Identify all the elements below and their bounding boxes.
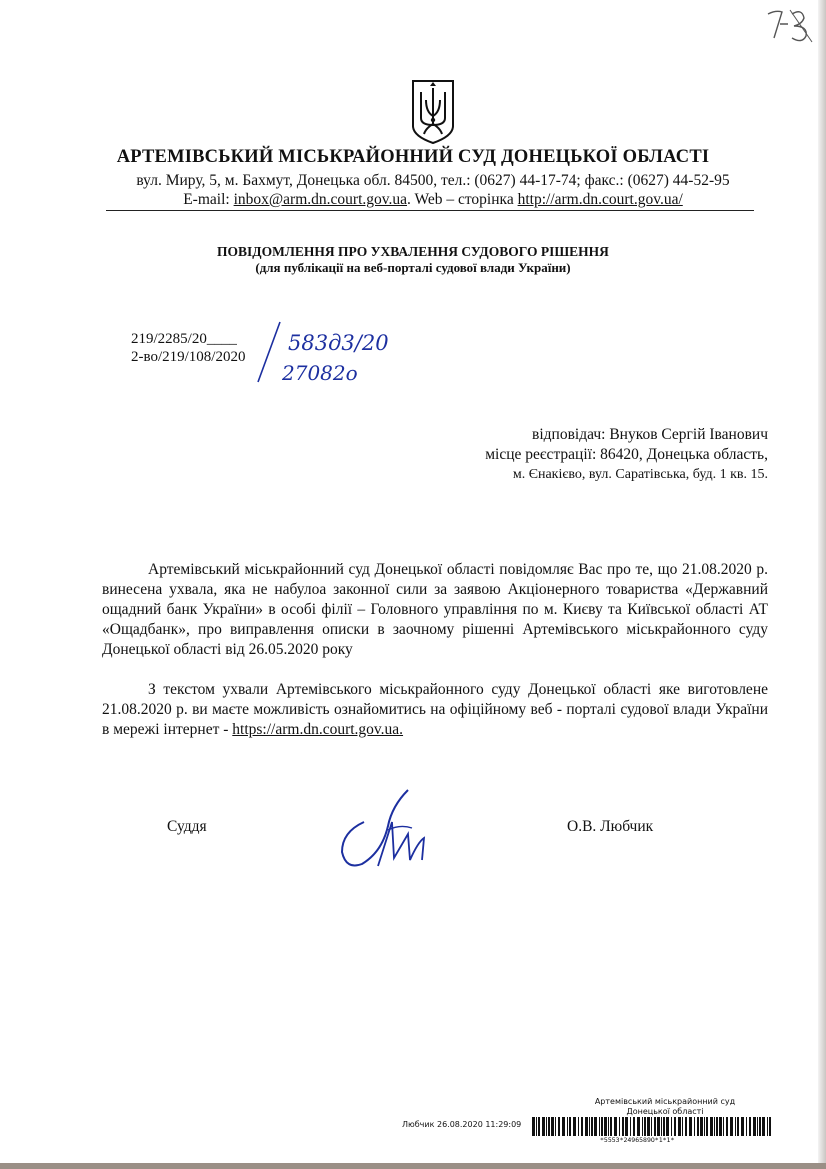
barcode-bar: [551, 1117, 554, 1136]
barcode-bar: [661, 1117, 662, 1136]
barcode-bar: [704, 1117, 705, 1136]
barcode-bar: [678, 1117, 681, 1136]
barcode-bar: [578, 1117, 579, 1136]
barcode-bar: [671, 1117, 672, 1136]
barcode-bar: [737, 1117, 739, 1136]
barcode-bar: [674, 1117, 676, 1136]
paragraph-2-text: З текстом ухвали Артемівського міськрайонного суду Донецької області яке виготовлене 21.08.2020 р. ви маєте можливість ознайомитись на офіційному веб - порталі судової влади України в мережі інтернет -: [102, 681, 768, 738]
portal-link[interactable]: https://arm.dn.court.gov.ua.: [232, 721, 404, 738]
judge-signature: [330, 782, 442, 874]
court-contacts: [0, 191, 826, 209]
barcode-bar: [749, 1117, 751, 1136]
barcode-bar: [594, 1117, 597, 1136]
barcode-bar: [735, 1117, 736, 1136]
barcode-bar: [753, 1117, 756, 1136]
barcode-bar: [585, 1117, 588, 1136]
case-number: 219/2285/20____: [131, 331, 237, 347]
barcode-bar: [682, 1117, 683, 1136]
barcode-bar: [630, 1117, 631, 1136]
barcode-bar: [562, 1117, 565, 1136]
barcode-bar: [685, 1117, 687, 1136]
barcode-bar: [581, 1117, 583, 1136]
court-name: АРТЕМІВСЬКИЙ МІСЬКРАЙОННИЙ СУД ДОНЕЦЬКОЇ ОБЛАСТІ: [116, 147, 710, 167]
barcode-bar: [637, 1117, 640, 1136]
barcode-bar: [555, 1117, 556, 1136]
signature-timestamp: Любчик 26.08.2020 11:29:09: [402, 1120, 522, 1129]
barcode-bar: [619, 1117, 620, 1136]
notice-title: ПОВІДОМЛЕННЯ ПРО УХВАЛЕННЯ СУДОВОГО РІШЕННЯ: [217, 244, 609, 259]
barcode-bar: [651, 1117, 652, 1136]
footer-court-line1: Артемівський міськрайонний суд: [594, 1097, 736, 1106]
barcode-bar: [542, 1117, 545, 1136]
barcode-bar: [591, 1117, 593, 1136]
proceeding-number: 2-во/219/108/2020: [131, 349, 246, 365]
barcode-bar: [625, 1117, 628, 1136]
barcode-bar: [723, 1117, 724, 1136]
barcode-bar: [589, 1117, 590, 1136]
barcode-bar: [604, 1117, 607, 1136]
barcode-bar: [567, 1117, 568, 1136]
barcode-bar: [689, 1117, 692, 1136]
court-address: вул. Миру, 5, м. Бахмут, Донецька обл. 84500, тел.: (0627) 44-17-74; факс.: (0627) 44-52-95: [136, 172, 730, 189]
barcode-bar: [710, 1117, 713, 1136]
body-paragraph-1: Артемівський міськрайонний суд Донецької області повідомляє Вас про те, що 21.08.2020 р. винесена ухвала, яка не набулоа законної сили за заявою Акціонерного товариства «Державний ощадний банк України» в особі філії – Головного управління по м. Києву та Київської області АТ «Ощадбанк», про виправлення описки в заочному рішенні Артемівського міськрайонного суду Донецької області від 26.05.2020 року: [102, 561, 768, 658]
barcode-bar: [746, 1117, 747, 1136]
barcode-bar: [714, 1117, 715, 1136]
barcode-bar: [608, 1117, 609, 1136]
barcode-bar: [757, 1117, 758, 1136]
handwritten-reg-line1: 583д3/20: [288, 331, 389, 355]
scan-edge-right: [818, 0, 826, 1169]
scan-edge-bottom: [0, 1163, 826, 1169]
barcode-bar: [644, 1117, 646, 1136]
barcode: [532, 1117, 774, 1136]
judge-name: О.В. Любчик: [567, 818, 654, 835]
barcode-bar: [633, 1117, 635, 1136]
barcode-bar: [558, 1117, 560, 1136]
barcode-bar: [548, 1117, 550, 1136]
email-link[interactable]: inbox@arm.dn.court.gov.ua: [233, 191, 407, 208]
barcode-bar: [759, 1117, 761, 1136]
barcode-bar: [730, 1117, 733, 1136]
barcode-bar: [622, 1117, 624, 1136]
handwritten-page-number: [762, 4, 820, 46]
barcode-bar: [769, 1117, 771, 1136]
barcode-bar: [762, 1117, 765, 1136]
barcode-bar: [573, 1117, 576, 1136]
barcode-bar: [657, 1117, 660, 1136]
barcode-bar: [569, 1117, 571, 1136]
header-divider: [106, 210, 754, 211]
barcode-bar: [700, 1117, 703, 1136]
barcode-number: *5553*2496589О*1*1*: [600, 1136, 675, 1144]
barcode-bar: [536, 1117, 537, 1136]
addressee-block: [485, 425, 768, 485]
barcode-bar: [614, 1117, 617, 1136]
barcode-bar: [719, 1117, 722, 1136]
web-label: . Web – сторінка: [407, 191, 518, 208]
barcode-bar: [610, 1117, 612, 1136]
barcode-bar: [741, 1117, 744, 1136]
coat-of-arms-icon: [410, 78, 456, 146]
footer-court-name: [540, 1097, 790, 1117]
addressee-name: відповідач: Внуков Сергій Іванович: [532, 426, 768, 443]
barcode-bar: [706, 1117, 708, 1136]
email-label: E-mail:: [183, 191, 234, 208]
barcode-bar: [654, 1117, 656, 1136]
barcode-bar: [599, 1117, 600, 1136]
barcode-bar: [538, 1117, 540, 1136]
notice-subtitle: (для публікації на веб-порталі судової влади України): [255, 260, 571, 275]
barcode-bar: [697, 1117, 699, 1136]
barcode-bar: [694, 1117, 695, 1136]
barcode-bar: [666, 1117, 669, 1136]
handwritten-registration: [252, 318, 402, 388]
barcode-bar: [532, 1117, 535, 1136]
judge-title: Суддя: [167, 818, 207, 835]
barcode-bar: [726, 1117, 728, 1136]
footer-court-line2: Донецької області: [626, 1107, 704, 1116]
barcode-bar: [663, 1117, 665, 1136]
barcode-bar: [601, 1117, 603, 1136]
website-link[interactable]: http://arm.dn.court.gov.ua/: [517, 191, 683, 208]
barcode-bar: [767, 1117, 768, 1136]
body-paragraph-2: [102, 680, 768, 740]
barcode-bar: [647, 1117, 650, 1136]
barcode-bar: [546, 1117, 547, 1136]
addressee-registration: місце реєстрації: 86420, Донецька область,: [485, 446, 768, 463]
addressee-street: м. Єнакієво, вул. Саратівська, буд. 1 кв. 15.: [512, 467, 768, 482]
handwritten-reg-line2: 27082о: [282, 361, 358, 385]
barcode-bar: [716, 1117, 718, 1136]
barcode-bar: [642, 1117, 643, 1136]
